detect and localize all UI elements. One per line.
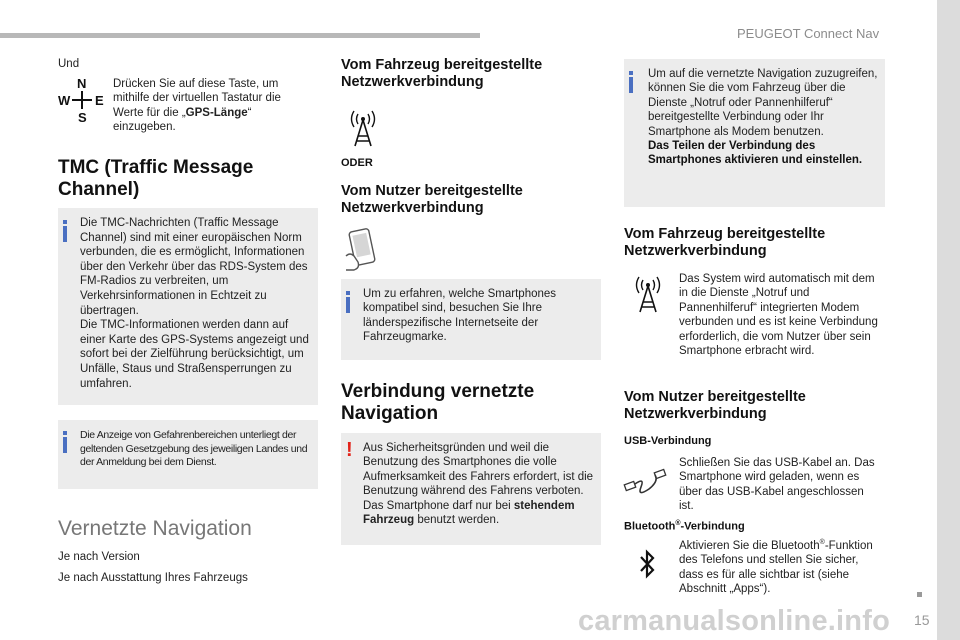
warning-p2-a: Das Smartphone darf nur bei xyxy=(363,499,514,512)
bluetooth-label xyxy=(624,520,745,533)
vernetzte-title: Vernetzte Navigation xyxy=(58,517,252,540)
bluetooth-label-b: -Verbindung xyxy=(680,520,745,533)
watermark: carmanualsonline.info xyxy=(578,605,890,637)
phone-note-text: Um zu erfahren, welche Smartphones kompatibel sind, besuchen Sie Ihre länderspezifische Internetseite der Fahrzeugmarke. xyxy=(363,288,557,344)
header-rule xyxy=(0,33,480,38)
compass-w: W xyxy=(58,93,71,108)
tmc-note-text xyxy=(80,216,312,391)
page-marker xyxy=(917,592,922,597)
bluetooth-icon xyxy=(637,548,657,580)
connect-title-line2: Navigation xyxy=(341,403,439,424)
user-title-line2: Netzwerkverbindung xyxy=(341,200,484,216)
info-icon xyxy=(63,437,67,453)
usb-label: USB-Verbindung xyxy=(624,435,712,447)
antenna-icon xyxy=(631,274,665,314)
user-title2-line1: Vom Nutzer bereitgestellte xyxy=(624,389,806,405)
usb-text: Schließen Sie das USB-Kabel an. Das Smartphone wird geladen, wenn es über das USB-Kabel angeschlossen ist. xyxy=(679,457,875,513)
user-network-title xyxy=(341,183,523,217)
bluetooth-text-sup: ® xyxy=(819,539,825,546)
user-title-line1: Vom Nutzer bereitgestellte xyxy=(341,183,523,199)
hazard-info-note xyxy=(58,420,318,489)
access-note-p1: Um auf die vernetzte Navigation zuzugreifen, können Sie die vom Fahrzeug über die Dienste „Notruf oder Pannenhilferuf“ bereitgestellte Verbindung oder Ihr Smartphone als Modem benutzen. xyxy=(648,68,878,138)
compass-s: S xyxy=(78,110,87,125)
oder-label: ODER xyxy=(341,157,373,169)
compass-e: E xyxy=(95,93,104,108)
bluetooth-text xyxy=(679,536,879,596)
usb-cable-icon xyxy=(621,463,669,503)
vehicle-title-line2: Netzwerkverbindung xyxy=(341,74,484,90)
page-header: PEUGEOT Connect Nav xyxy=(737,26,880,41)
tmc-note-p1: Die TMC-Nachrichten (Traffic Message Channel) sind mit einer europäischen Norm verbunden, die es ermöglicht, Informationen über den Verkehr über das RDS-System des FM-Radios zu verbreiten, um Verkehrsinformationen in Echtzeit zu übertragen. xyxy=(80,217,308,317)
warning-text xyxy=(363,441,597,527)
tmc-title-line1: TMC (Traffic Message xyxy=(58,157,254,178)
bluetooth-text-a: Aktivieren Sie die Bluetooth xyxy=(679,539,820,552)
access-info-note xyxy=(624,59,885,207)
tmc-note-p2: Die TMC-Informationen werden dann auf einer Karte des GPS-Systems angezeigt und sofort bei der Zielführung berücksichtigt, um Unfälle, Staus und Straßensperrungen zu umfahren. xyxy=(80,319,309,390)
info-icon xyxy=(629,77,633,93)
vehicle-title2-line1: Vom Fahrzeug bereitgestellte xyxy=(624,226,826,242)
info-icon xyxy=(346,297,350,313)
equipment-text: Je nach Ausstattung Ihres Fahrzeugs xyxy=(58,572,248,584)
hazard-note-text: Die Anzeige von Gefahrenbereichen unterliegt der geltenden Gesetzgebung des jeweiligen Landes und der Anmeldung bei dem Dienst. xyxy=(80,429,308,469)
user-network-title-2 xyxy=(624,389,806,423)
bluetooth-label-sup: ® xyxy=(675,520,681,527)
connect-title-line1: Verbindung vernetzte xyxy=(341,381,535,402)
connect-title xyxy=(341,381,534,425)
compass-n: N xyxy=(77,76,87,91)
compass-icon xyxy=(58,76,106,124)
bluetooth-text-b: -Funktion des Telefons und stellen Sie sicher, dass es für alle sichtbar ist (siehe Abschnitt „Apps“). xyxy=(679,539,873,596)
safety-warning-note xyxy=(341,433,601,545)
access-note-p2: Das Teilen der Verbindung des Smartphones aktivieren und einstellen. xyxy=(648,140,863,167)
side-strip xyxy=(937,0,960,640)
warning-icon: ! xyxy=(346,439,353,461)
bluetooth-label-a: Bluetooth xyxy=(624,520,676,533)
page-number: 15 xyxy=(914,612,930,628)
warning-p1: Aus Sicherheitsgründen und weil die Benutzung des Smartphones die volle Aufmerksamkeit des Fahrers erfordert, ist die Benutzung während des Fahrens verboten. xyxy=(363,442,594,498)
vehicle-title-line1: Vom Fahrzeug bereitgestellte xyxy=(341,57,543,73)
vehicle-network-title-2 xyxy=(624,226,825,260)
gps-text-bold: GPS-Länge xyxy=(185,106,248,119)
tmc-title xyxy=(58,157,253,201)
tmc-info-note xyxy=(58,208,318,405)
phone-info-note xyxy=(341,279,601,360)
gps-instruction xyxy=(113,77,298,135)
vehicle-title2-line2: Netzwerkverbindung xyxy=(624,243,767,259)
und-label: Und xyxy=(58,58,80,70)
vehicle-network-title xyxy=(341,57,542,91)
warning-p2-bold: stehendem Fahrzeug xyxy=(363,499,575,527)
access-note-text xyxy=(648,67,882,168)
vehicle-connection-text: Das System wird automatisch mit dem in die Dienste „Notruf und Pannenhilferuf“ integrierten Modem verbunden und es ist keine Verbindung erforderlich, die vom Nutzer über sein Smartphone erbracht wird. xyxy=(679,273,878,358)
gps-text-a: Drücken Sie auf diese Taste, um mithilfe der virtuellen Tastatur die Werte für die „ xyxy=(113,78,281,119)
tmc-title-line2: Channel) xyxy=(58,179,140,200)
gps-text-c: “ einzugeben. xyxy=(113,106,252,134)
version-text: Je nach Version xyxy=(58,551,140,563)
info-icon xyxy=(63,226,67,242)
smartphone-hand-icon xyxy=(342,226,384,272)
user-title2-line2: Netzwerkverbindung xyxy=(624,406,767,422)
warning-p2-c: benutzt werden. xyxy=(414,514,500,527)
warning-p2 xyxy=(363,499,597,528)
antenna-icon xyxy=(346,108,380,148)
